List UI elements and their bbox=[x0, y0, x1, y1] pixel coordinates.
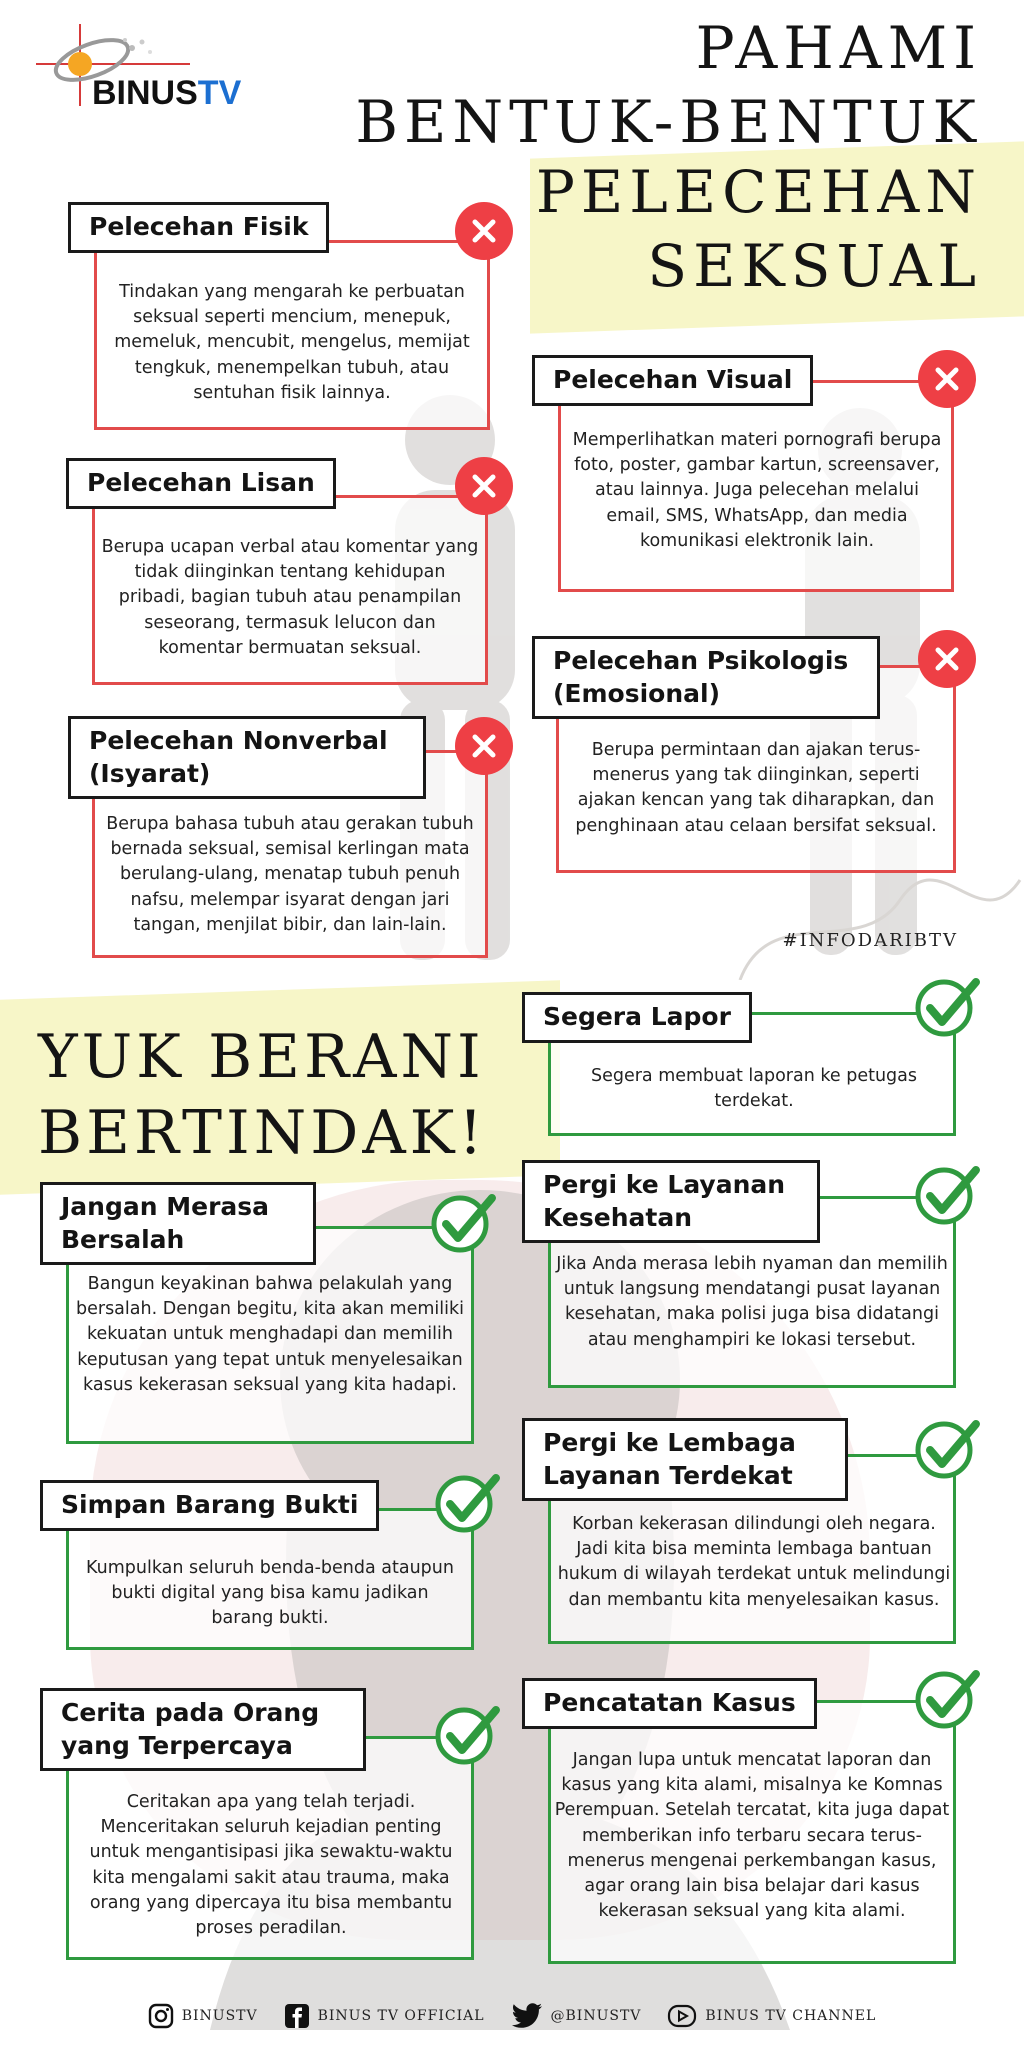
footer-youtube[interactable] bbox=[667, 2003, 876, 2029]
card-verbal-title: Pelecehan Lisan bbox=[66, 458, 336, 509]
x-mark-icon bbox=[455, 202, 513, 260]
card-report-connector bbox=[760, 1012, 930, 1015]
x-mark-icon bbox=[455, 457, 513, 515]
page-title-line-4: SEKSUAL bbox=[647, 232, 982, 300]
footer-twitter[interactable] bbox=[511, 2003, 642, 2029]
card-record-case-text: Jangan lupa untuk mencatat laporan dan kasus yang kita alami, misalnya ke Komnas Perempuan. Setelah tercatat, kita juga dapat memberikan info terbaru secara terus-menerus mengenai perkembangan kasus, agar orang lain bisa belajar dari kasus kekerasan seksual yang kita alami. bbox=[554, 1750, 950, 1922]
footer-facebook-label: BINUS TV OFFICIAL bbox=[317, 2008, 485, 2024]
card-trusted-person-title: Cerita pada Orang yang Terpercaya bbox=[40, 1688, 366, 1771]
footer-social-bar bbox=[0, 1996, 1024, 2036]
card-visual-text: Memperlihatkan materi pornografi berupa foto, poster, gambar kartun, screensaver, atau lainnya. Juga pelecehan melalui email, SMS, WhatsApp, dan media komunikasi elektronik lain. bbox=[572, 430, 942, 551]
twitter-icon bbox=[511, 2003, 543, 2029]
card-health-service-title: Pergi ke Layanan Kesehatan bbox=[522, 1160, 820, 1243]
checkmark-icon bbox=[912, 972, 984, 1038]
x-mark-icon bbox=[918, 350, 976, 408]
footer-instagram[interactable] bbox=[148, 2003, 258, 2029]
footer-instagram-label: BINUSTV bbox=[181, 2008, 258, 2024]
card-psychological-text: Berupa permintaan dan ajakan terus-menerus yang tak diinginkan, seperti ajakan kencan yang tak diharapkan, dan penghinaan atau celaan bersifat seksual. bbox=[575, 740, 937, 836]
card-evidence-title: Simpan Barang Bukti bbox=[40, 1480, 379, 1531]
checkmark-icon bbox=[912, 1414, 984, 1480]
card-nonverbal-text: Berupa bahasa tubuh atau gerakan tubuh bernada seksual, semisal kerlingan mata berulang-ulang, menatap tubuh penuh nafsu, melempar isyarat dengan jari tangan, menjilat bibir, dan lain-lain. bbox=[106, 814, 474, 935]
card-not-guilty-title: Jangan Merasa Bersalah bbox=[40, 1182, 316, 1265]
footer-twitter-label: @BINUSTV bbox=[550, 2008, 642, 2024]
card-verbal-text: Berupa ucapan verbal atau komentar yang tidak diinginkan tentang kehidupan pribadi, bagian tubuh atau penampilan seseorang, termasuk lelucon dan komentar bermuatan seksual. bbox=[101, 537, 479, 658]
card-visual-title: Pelecehan Visual bbox=[532, 355, 813, 406]
action-title-line-2: BERTINDAK! bbox=[38, 1098, 487, 1168]
card-health-service-text: Jika Anda merasa lebih nyaman dan memilih untuk langsung mendatangi pusat layanan kesehatan, maka polisi juga bisa didatangi atau menghampiri ke lokasi tersebut. bbox=[556, 1254, 948, 1350]
footer-facebook[interactable] bbox=[284, 2003, 485, 2029]
card-legal-aid-text: Korban kekerasan dilindungi oleh negara. Jadi kita bisa meminta lembaga bantuan hukum di wilayah terdekat untuk melindungi dan membantu kita menyelesaikan kasus. bbox=[557, 1514, 951, 1610]
instagram-icon bbox=[148, 2003, 174, 2029]
checkmark-icon bbox=[432, 1468, 504, 1534]
checkmark-icon bbox=[912, 1664, 984, 1730]
page-title-line-2: BENTUK-BENTUK bbox=[355, 88, 982, 156]
footer-youtube-label: BINUS TV CHANNEL bbox=[705, 2008, 877, 2024]
checkmark-icon bbox=[912, 1160, 984, 1226]
card-visual-connector bbox=[820, 380, 930, 383]
card-trusted-person-text: Ceritakan apa yang telah terjadi. Menceritakan seluruh kejadian penting untuk mengantisipasi jika sewaktu-waktu kita mengalami sakit atau trauma, maka orang yang dipercaya itu bisa membantu proses peradilan. bbox=[89, 1792, 453, 1938]
facebook-icon bbox=[284, 2003, 310, 2029]
card-physical-title: Pelecehan Fisik bbox=[68, 202, 329, 253]
hashtag: #INFODARIBTV bbox=[782, 930, 958, 951]
x-mark-icon bbox=[918, 630, 976, 688]
card-evidence-text: Kumpulkan seluruh benda-benda ataupun bukti digital yang bisa kamu jadikan barang bukti. bbox=[86, 1558, 454, 1629]
youtube-icon bbox=[667, 2003, 697, 2029]
card-nonverbal-title: Pelecehan Nonverbal (Isyarat) bbox=[68, 716, 426, 799]
card-not-guilty-text: Bangun keyakinan bahwa pelakulah yang bersalah. Dengan begitu, kita akan memiliki kekuatan untuk menghadapi dan memilih keputusan yang tepat untuk menyelesaikan kasus kekerasan seksual yang kita hadapi. bbox=[76, 1274, 464, 1395]
card-not-guilty-connector bbox=[316, 1226, 446, 1229]
logo-wordmark: BINUSTV bbox=[92, 74, 242, 112]
card-physical-connector bbox=[336, 240, 466, 243]
card-report-text: Segera membuat laporan ke petugas terdekat. bbox=[590, 1066, 918, 1112]
page-title-line-1: PAHAMI bbox=[695, 14, 982, 82]
x-mark-icon bbox=[455, 717, 513, 775]
card-psychological-title: Pelecehan Psikologis (Emosional) bbox=[532, 636, 880, 719]
card-report-title: Segera Lapor bbox=[522, 992, 752, 1043]
action-title-line-1: YUK BERANI bbox=[38, 1022, 485, 1092]
card-record-case-title: Pencatatan Kasus bbox=[522, 1678, 817, 1729]
card-verbal-connector bbox=[346, 495, 466, 498]
checkmark-icon bbox=[428, 1188, 500, 1254]
card-physical-text: Tindakan yang mengarah ke perbuatan seksual seperti mencium, menepuk, memeluk, mencubit, mengelus, memijat tengkuk, menempelkan tubuh, atau sentuhan fisik lainnya. bbox=[114, 282, 470, 403]
checkmark-icon bbox=[432, 1700, 504, 1766]
card-legal-aid-title: Pergi ke Lembaga Layanan Terdekat bbox=[522, 1418, 848, 1501]
page-title-line-3: PELECEHAN bbox=[535, 158, 982, 226]
